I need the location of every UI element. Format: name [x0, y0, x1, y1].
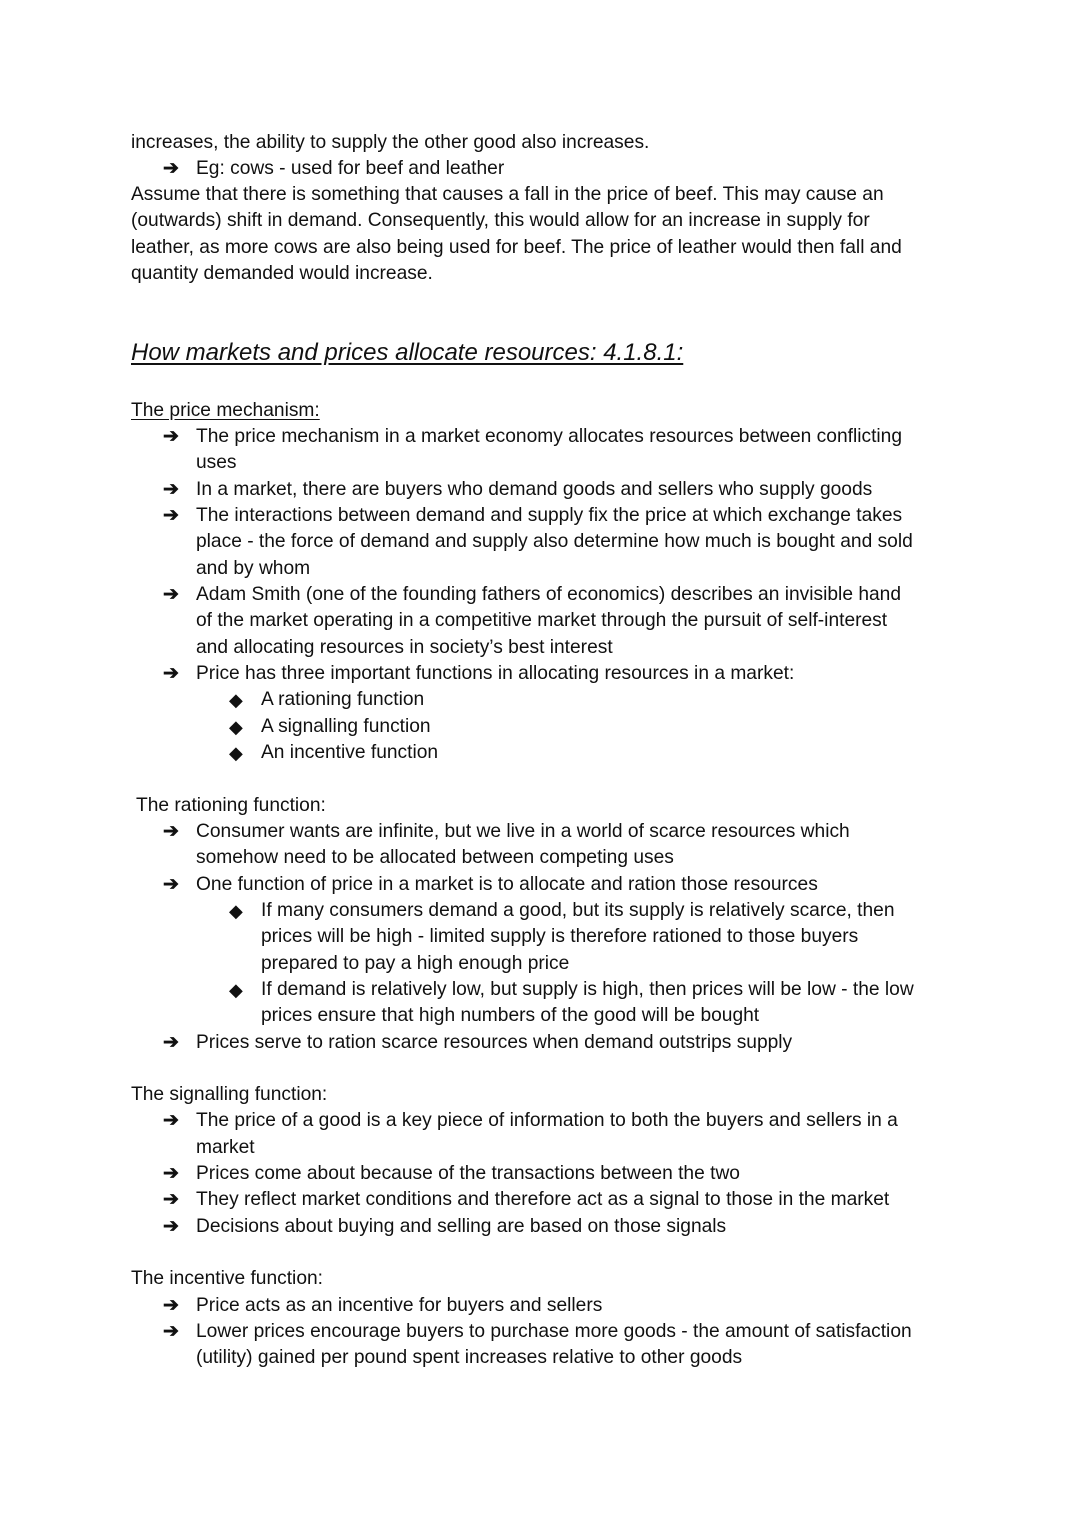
bullet-text: of the market operating in a competitive market through the pursuit of self-interest — [196, 610, 888, 631]
intro-paragraph-line: quantity demanded would increase. — [131, 263, 433, 284]
bullet-text: market — [196, 1137, 255, 1158]
sub-bullet-text: A rationing function — [261, 689, 425, 710]
arrow-bullet-icon: ➔ — [163, 663, 179, 684]
diamond-bullet-icon: ◆ — [229, 717, 243, 737]
section-heading: How markets and prices allocate resources: 4.1.8.1: — [131, 339, 684, 366]
incentive-title: The incentive function: — [131, 1268, 323, 1289]
sub-bullet-text: If demand is relatively low, but supply is high, then prices will be low - the low — [261, 979, 914, 1000]
arrow-bullet-icon: ➔ — [163, 505, 179, 526]
intro-paragraph-line: (outwards) shift in demand. Consequently, this would allow for an increase in supply for — [131, 210, 870, 231]
bullet-text: One function of price in a market is to allocate and ration those resources — [196, 874, 818, 895]
arrow-bullet-icon: ➔ — [163, 1163, 179, 1184]
bullet-text: (utility) gained per pound spent increases relative to other goods — [196, 1347, 743, 1368]
diamond-bullet-icon: ◆ — [229, 690, 243, 710]
bullet-text: The interactions between demand and supply fix the price at which exchange takes — [196, 505, 903, 526]
arrow-bullet-icon: ➔ — [163, 1295, 179, 1316]
arrow-bullet-icon: ➔ — [163, 1110, 179, 1131]
intro-paragraph-line: Assume that there is something that causes a fall in the price of beef. This may cause an — [131, 184, 884, 205]
bullet-text: Prices come about because of the transactions between the two — [196, 1163, 740, 1184]
sub-bullet-text: prices ensure that high numbers of the good will be bought — [261, 1005, 760, 1026]
sub-bullet-text: A signalling function — [261, 716, 431, 737]
bullet-text: somehow need to be allocated between competing uses — [196, 847, 674, 868]
intro-paragraph-line: leather, as more cows are also being used for beef. The price of leather would then fall and — [131, 237, 902, 258]
diamond-bullet-icon: ◆ — [229, 980, 243, 1000]
bullet-text: Decisions about buying and selling are based on those signals — [196, 1216, 727, 1237]
bullet-text: Consumer wants are infinite, but we live in a world of scarce resources which — [196, 821, 850, 842]
bullet-text: place - the force of demand and supply also determine how much is bought and sold — [196, 531, 913, 552]
bullet-text: and allocating resources in society’s best interest — [196, 637, 613, 658]
arrow-bullet-icon: ➔ — [163, 821, 179, 842]
intro-line: increases, the ability to supply the other good also increases. — [131, 132, 650, 153]
arrow-bullet-icon: ➔ — [163, 1189, 179, 1210]
arrow-bullet-icon: ➔ — [163, 1032, 179, 1053]
arrow-bullet-icon: ➔ — [163, 1321, 179, 1342]
sub-bullet-text: prices will be high - limited supply is therefore rationed to those buyers — [261, 926, 859, 947]
bullet-text: The price of a good is a key piece of information to both the buyers and sellers in a — [196, 1110, 898, 1131]
arrow-bullet-icon: ➔ — [163, 158, 179, 179]
arrow-bullet-icon: ➔ — [163, 584, 179, 605]
sub-bullet-text: If many consumers demand a good, but its supply is relatively scarce, then — [261, 900, 895, 921]
sub-bullet-text: An incentive function — [261, 742, 439, 763]
arrow-bullet-icon: ➔ — [163, 479, 179, 500]
bullet-text: Price acts as an incentive for buyers and sellers — [196, 1295, 603, 1316]
signalling-title: The signalling function: — [131, 1084, 328, 1105]
bullet-text: Lower prices encourage buyers to purchase more goods - the amount of satisfaction — [196, 1321, 912, 1342]
bullet-text: and by whom — [196, 558, 311, 579]
arrow-bullet-icon: ➔ — [163, 874, 179, 895]
bullet-text: uses — [196, 452, 237, 473]
bullet-text: The price mechanism in a market economy allocates resources between conflicting — [196, 426, 903, 447]
bullet-text: Adam Smith (one of the founding fathers of economics) describes an invisible hand — [196, 584, 902, 605]
bullet-text: They reflect market conditions and therefore act as a signal to those in the market — [196, 1189, 890, 1210]
bullet-text: In a market, there are buyers who demand goods and sellers who supply goods — [196, 479, 873, 500]
rationing-title: The rationing function: — [136, 795, 326, 816]
arrow-bullet-icon: ➔ — [163, 426, 179, 447]
arrow-bullet-icon: ➔ — [163, 1216, 179, 1237]
bullet-text: Prices serve to ration scarce resources when demand outstrips supply — [196, 1032, 793, 1053]
diamond-bullet-icon: ◆ — [229, 901, 243, 921]
sub-bullet-text: prepared to pay a high enough price — [261, 953, 570, 974]
bullet-text: Price has three important functions in allocating resources in a market: — [196, 663, 795, 684]
price-mechanism-title: The price mechanism: — [131, 400, 320, 421]
intro-example: Eg: cows - used for beef and leather — [196, 158, 505, 179]
diamond-bullet-icon: ◆ — [229, 743, 243, 763]
